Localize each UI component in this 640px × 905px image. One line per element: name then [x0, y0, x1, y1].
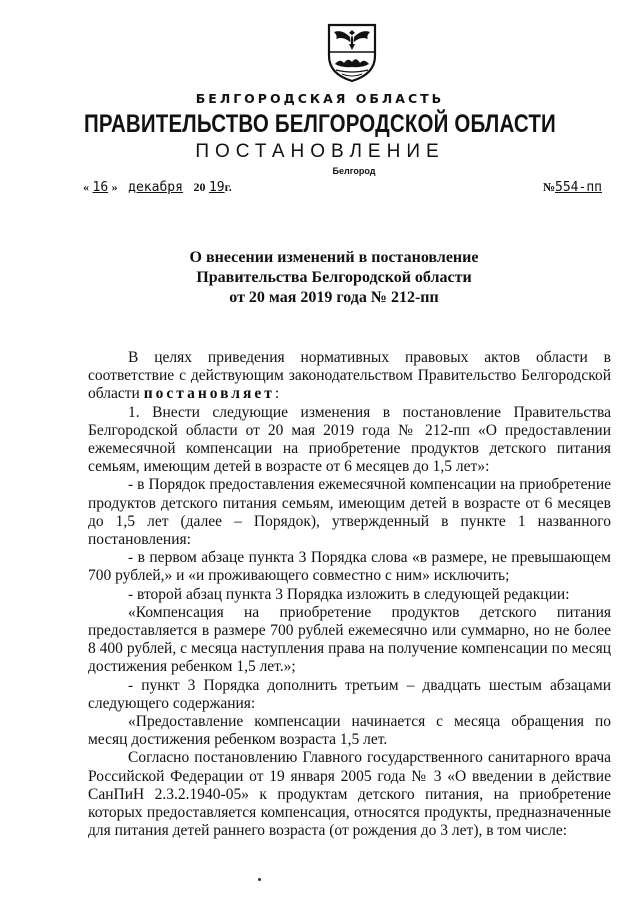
title-line-2: Правительства Белгородской области: [196, 269, 472, 286]
intro-resolves: постановляет: [143, 385, 275, 403]
title-line-1: О внесении изменений в постановление: [189, 249, 479, 266]
number-prefix: №: [542, 180, 556, 194]
body-paragraph-5: «Компенсация на приобретение продуктов детского питания предоставляется в размере 700 рублей ежемесячно или суммарно, но не более 8 400 рублей, с месяца наступления права на получение компенсации по месяц достижения ребенком 1,5 лет.»;: [88, 603, 611, 676]
date-year-abbr: г.: [224, 180, 232, 194]
belgorod-coat-of-arms-icon: [326, 22, 378, 84]
document-date: [83, 180, 232, 196]
government-name: ПРАВИТЕЛЬСТВО БЕЛГОРОДСКОЙ ОБЛАСТИ: [84, 110, 556, 138]
document-title: [0, 248, 640, 308]
region-name: БЕЛГОРОДСКАЯ ОБЛАСТЬ: [195, 91, 445, 106]
document-type: ПОСТАНОВЛЕНИЕ: [195, 141, 445, 162]
document-number: [543, 180, 602, 196]
intro-colon: :: [274, 385, 280, 403]
city-name: Белгород: [332, 166, 376, 176]
scan-speck: [258, 878, 261, 881]
date-month: декабря: [128, 180, 183, 195]
date-century: 20: [193, 180, 206, 194]
document-body: [88, 349, 611, 840]
date-year: 19: [208, 180, 225, 195]
body-paragraph-2: - в Порядок предоставления ежемесячной компенсации на приобретение продуктов детского питания семьям, имеющим детей в возрасте от 6 месяцев до 1,5 лет (далее – Порядок), утвержденный в пункте 1 названного постановления:: [88, 476, 611, 549]
body-paragraph-8: Согласно постановлению Главного государственного санитарного врача Российской Федерации от 19 января 2005 года № 3 «О введении в действие СанПиН 2.3.2.1940-05» к продуктам детского питания, на приобретение которых предоставляется компенсация, относятся продукты, предназначенные для питания детей раннего возраста (от рождения до 3 лет), в том числе:: [88, 749, 611, 840]
body-paragraph-6: - пункт 3 Порядка дополнить третьим – двадцать шестым абзацами следующего содержания:: [88, 676, 611, 712]
body-paragraph-4: - второй абзац пункта 3 Порядка изложить в следующей редакции:: [128, 585, 570, 603]
body-paragraph-3: - в первом абзаце пункта 3 Порядка слова «в размере, не превышающем 700 рублей,» и «и проживающего совместно с ним» исключить;: [88, 549, 611, 585]
date-open-quote: «: [83, 180, 89, 194]
title-line-3: от 20 мая 2019 года № 212-пп: [229, 289, 439, 306]
body-paragraph-7: «Предоставление компенсации начинается с месяца обращения по месяц достижения ребенком возраста 1,5 лет.: [88, 713, 611, 749]
intro-text: В целях приведения нормативных правовых актов области в соответствие с действующим законодательством Правительство Белгородской области: [88, 349, 611, 403]
body-paragraph-intro: [88, 349, 611, 404]
date-day: 16: [92, 180, 109, 195]
body-paragraph-1: 1. Внести следующие изменения в постановление Правительства Белгородской области от 20 мая 2019 года № 212-пп «О предоставлении ежемесячной компенсации на приобретение продуктов детского питания семьям, имеющим детей в возрасте от 6 месяцев до 1,5 лет»:: [88, 403, 611, 476]
date-close-quote: »: [111, 180, 118, 194]
number-value: 554-пп: [555, 180, 602, 195]
